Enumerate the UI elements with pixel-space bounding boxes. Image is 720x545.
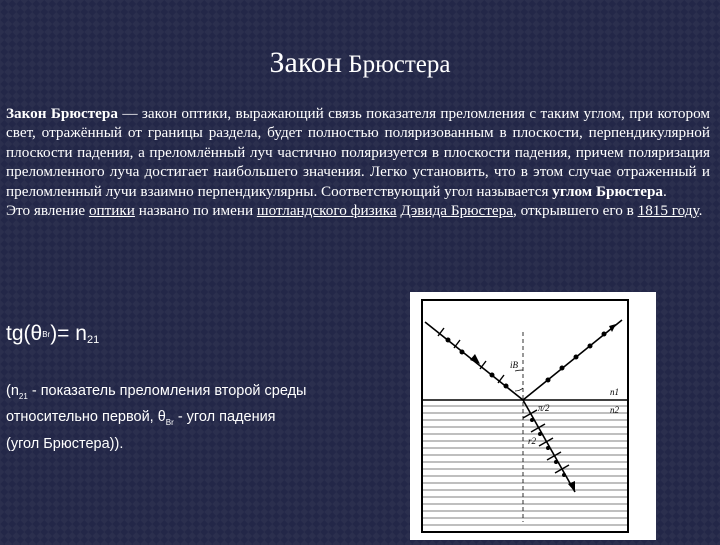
note-n-subscript: 21 (18, 391, 28, 401)
year-link[interactable]: 1815 году (637, 202, 699, 220)
note-text-d: - угол падения (173, 409, 276, 426)
note-line-1 (6, 381, 406, 407)
definition-paragraph (6, 104, 710, 201)
title-first-word: Закон (269, 46, 342, 79)
formula-part-a: tg(θ (6, 322, 43, 345)
note-text-a: (n (6, 383, 19, 399)
note-text-c: относительно первой, θ (6, 409, 166, 426)
slide-title (0, 46, 720, 80)
note-line-3: (угол Брюстера)). (6, 435, 124, 452)
label-n1: n1 (610, 387, 619, 397)
title-rest: Брюстера (341, 51, 451, 78)
incidence-angle-arc (515, 388, 523, 391)
angle-label-incident: iB (510, 360, 518, 370)
normal-angle-arc (515, 370, 523, 371)
label-n2: n2 (610, 405, 619, 415)
history-text-1: Это явление (6, 202, 89, 220)
physicist-link[interactable]: физика (350, 202, 397, 220)
david-link[interactable]: Дэвида (400, 202, 451, 220)
formula-n-subscript: 21 (86, 334, 100, 346)
medium-2-hatching (422, 406, 628, 525)
angle-label-refracted: r2 (528, 436, 537, 446)
reflected-ray (523, 320, 622, 400)
history-text-6: , открывшего его в (512, 202, 638, 220)
definition-text: — закон оптики, выражающий связь показателя преломления с таким углом, при котором свет, отражённый от границы раздела, будет полностью поляризованным в плоскости, перпендикулярной плоскости падения, а преломлённый луч частично поляризуется в плоскости падения, причем поляризация преломленного луча достигает наибольшего значения. Легко установить, что в этом случае отраженный и преломленный лучи взаимно перпендикулярны. Соответствующий угол называется (6, 105, 710, 200)
brewster-diagram (410, 292, 656, 540)
formula-note (6, 381, 406, 454)
formula-part-b: )= n (50, 322, 87, 345)
brewster-diagram-svg (410, 292, 656, 540)
brewster-formula (6, 322, 99, 346)
reflected-arrow (609, 324, 616, 332)
optics-link[interactable]: оптики (88, 202, 135, 220)
history-text-7: . (698, 202, 703, 220)
formula-br-subscript: Br (42, 329, 51, 339)
body-text (6, 104, 710, 220)
note-line-2 (6, 407, 406, 433)
brewster-link[interactable]: Брюстера (450, 202, 513, 220)
angle-label-pi2: π/2 (538, 403, 550, 413)
history-text-2: названо по имени (134, 202, 257, 220)
note-br-subscript: Br (165, 418, 174, 428)
history-paragraph (6, 201, 710, 220)
definition-term: Закон Брюстера (6, 105, 118, 122)
note-text-b: - показатель преломления второй среды (27, 383, 307, 399)
scottish-link[interactable]: шотландского (256, 202, 351, 220)
definition-end: . (663, 182, 667, 200)
brewster-angle-term: углом Брюстера (552, 182, 664, 200)
